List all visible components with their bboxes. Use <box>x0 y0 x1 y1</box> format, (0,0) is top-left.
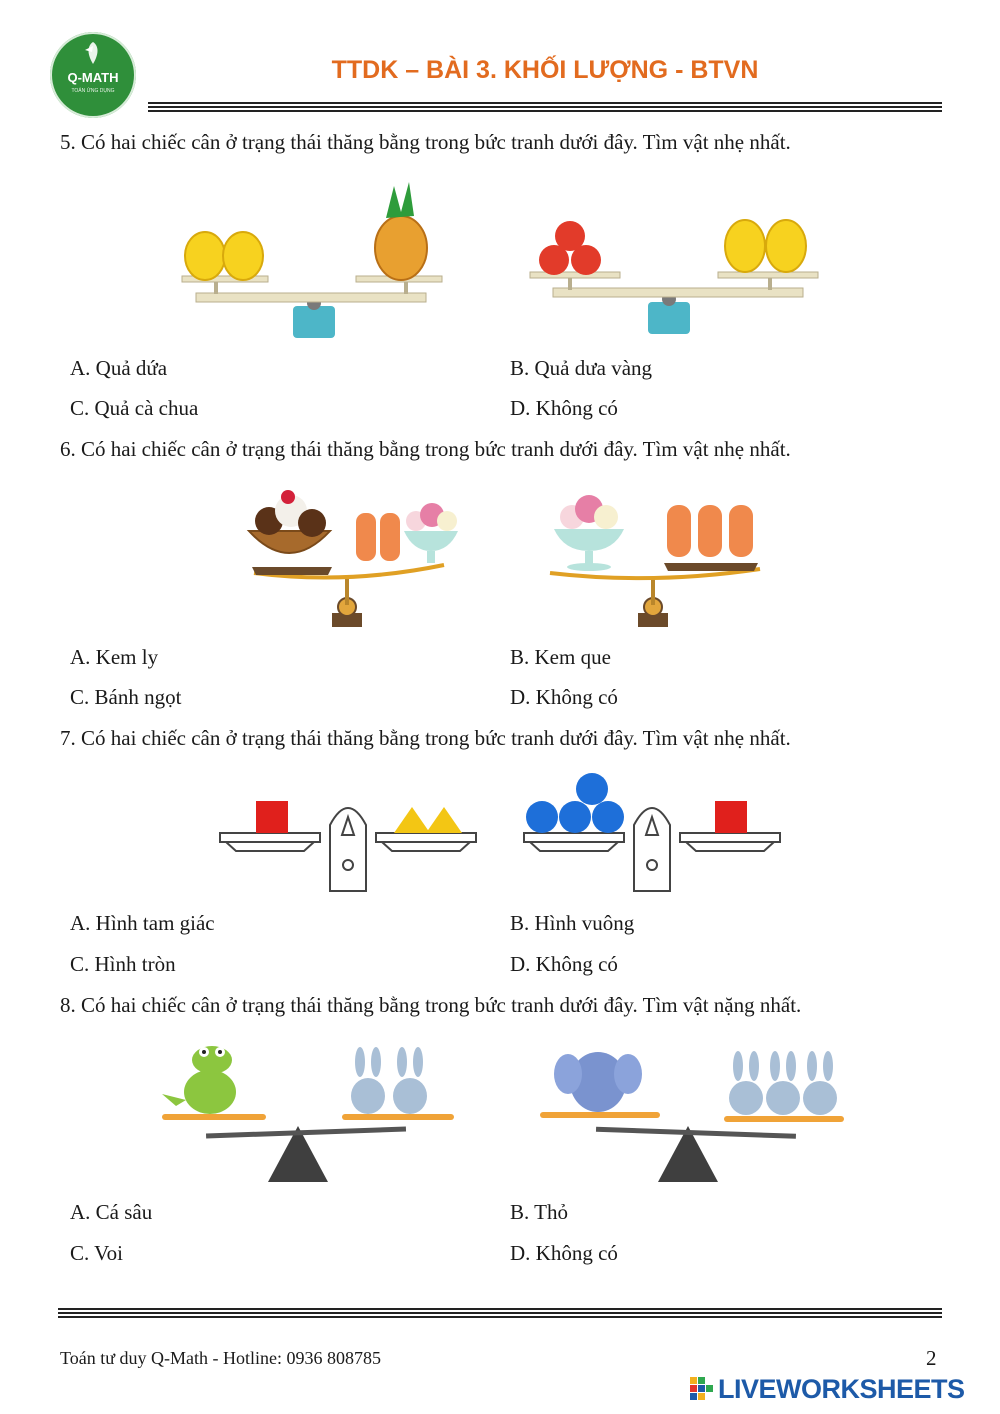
q5-option-d[interactable]: D. Không có <box>510 396 618 420</box>
scale-cake-icecream <box>244 485 462 630</box>
liveworksheets-icon <box>690 1377 714 1401</box>
question-5: 5. Có hai chiếc cân ở trạng thái thăng bằng trong bức tranh dưới đây. Tìm vật nhẹ nhất. <box>60 130 791 154</box>
q7-option-c[interactable]: C. Hình tròn <box>70 952 176 976</box>
q8-option-a[interactable]: A. Cá sâu <box>70 1200 153 1224</box>
q7-option-d[interactable]: D. Không có <box>510 952 618 976</box>
q7-option-b[interactable]: B. Hình vuông <box>510 911 635 935</box>
q6-option-c[interactable]: C. Bánh ngọt <box>70 685 182 709</box>
q6-option-d[interactable]: D. Không có <box>510 685 618 709</box>
q6-option-a[interactable]: A. Kem ly <box>70 645 159 669</box>
logo-brand: Q-MATH <box>67 70 119 85</box>
scale-tomato-melon <box>528 210 828 340</box>
q8-option-b[interactable]: B. Thỏ <box>510 1200 568 1224</box>
scale-melon-pineapple <box>176 176 446 341</box>
q5-option-a[interactable]: A. Quả dứa <box>70 356 168 380</box>
q5-option-b[interactable]: B. Quả dưa vàng <box>510 356 653 380</box>
footer-hotline: Toán tư duy Q-Math - Hotline: 0936 808785 <box>60 1348 381 1368</box>
scale-elephant-rabbits <box>538 1040 848 1188</box>
bird-icon <box>83 40 103 66</box>
liveworksheets-watermark <box>690 1374 990 1404</box>
footer-divider <box>58 1308 942 1320</box>
scale-square-triangles <box>218 795 480 893</box>
scale-circles-square <box>522 770 784 893</box>
qmath-logo <box>50 32 136 118</box>
header-divider <box>148 102 942 112</box>
q6-option-b[interactable]: B. Kem que <box>510 645 611 669</box>
page-title: TTDK – BÀI 3. KHỐI LƯỢNG - BTVN <box>331 56 759 84</box>
scale-icecream-popsicles <box>546 485 766 630</box>
question-7: 7. Có hai chiếc cân ở trạng thái thăng bằng trong bức tranh dưới đây. Tìm vật nhẹ nhất. <box>60 726 791 750</box>
q7-option-a[interactable]: A. Hình tam giác <box>70 911 215 935</box>
liveworksheets-text: LIVEWORKSHEETS <box>718 1374 965 1404</box>
question-8: 8. Có hai chiếc cân ở trạng thái thăng bằng trong bức tranh dưới đây. Tìm vật nặng nhất. <box>60 993 802 1017</box>
q8-option-d[interactable]: D. Không có <box>510 1241 618 1265</box>
scale-crocodile-rabbits <box>146 1040 460 1188</box>
logo-tagline: TOÁN ỨNG DỤNG <box>71 88 115 94</box>
question-6: 6. Có hai chiếc cân ở trạng thái thăng bằng trong bức tranh dưới đây. Tìm vật nhẹ nhất. <box>60 437 791 461</box>
q5-option-c[interactable]: C. Quả cà chua <box>70 396 199 420</box>
q8-option-c[interactable]: C. Voi <box>70 1241 123 1265</box>
page-number: 2 <box>926 1346 937 1370</box>
